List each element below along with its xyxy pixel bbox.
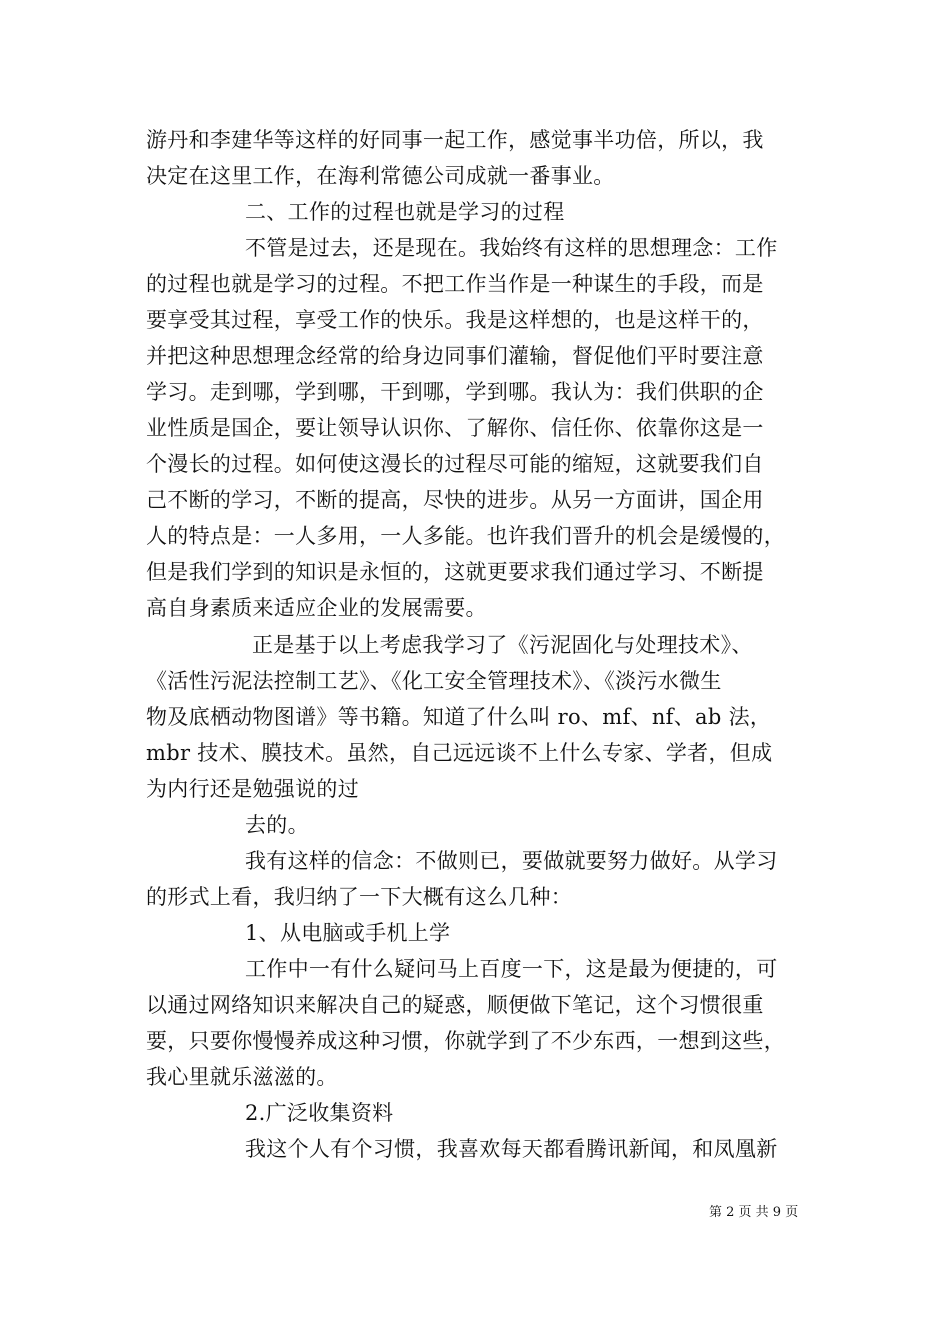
- text-line: 正是基于以上考虑我学习了《污泥固化与处理技术》、: [252, 633, 753, 657]
- text-line: 并把这种思想理念经常的给身边同事们灌输，督促他们平时要注意: [146, 344, 764, 368]
- text-line: 但是我们学到的知识是永恒的，这就更要求我们通过学习、不断提: [146, 560, 764, 584]
- text-line: 以通过网络知识来解决自己的疑惑，顺便做下笔记，这个习惯很重: [146, 993, 764, 1017]
- text-line: 去的。: [245, 813, 309, 837]
- text-line: 人的特点是：一人多用，一人多能。也许我们晋升的机会是缓慢的，: [146, 524, 785, 548]
- text-line: 高自身素质来适应企业的发展需要。: [146, 596, 487, 620]
- text-line: 决定在这里工作，在海利常德公司成就一番事业。: [146, 164, 615, 188]
- text-line: 游丹和李建华等这样的好同事一起工作，感觉事半功倍，所以，我: [146, 128, 764, 152]
- text-line: 我心里就乐滋滋的。: [146, 1065, 338, 1089]
- text-line: mbr 技术、膜技术。虽然，自己远远谈不上什么专家、学者，但成: [146, 741, 773, 765]
- text-line: 不管是过去，还是现在。我始终有这样的思想理念：工作: [245, 236, 778, 260]
- text-line: 个漫长的过程。如何使这漫长的过程尽可能的缩短，这就要我们自: [146, 452, 764, 476]
- page-number-footer: 第 2 页 共 9 页: [709, 1205, 799, 1220]
- text-line: 要，只要你慢慢养成这种习惯，你就学到了不少东西，一想到这些，: [146, 1029, 785, 1053]
- text-line: 的过程也就是学习的过程。不把工作当作是一种谋生的手段，而是: [146, 272, 764, 296]
- text-line: 《活性污泥法控制工艺》、《化工安全管理技术》、《淡污水微生: [146, 669, 722, 693]
- subheading: 1、从电脑或手机上学: [245, 921, 451, 945]
- text-line: 我这个人有个习惯，我喜欢每天都看腾讯新闻，和凤凰新: [245, 1137, 778, 1161]
- text-line: 我有这样的信念：不做则已，要做就要努力做好。从学习: [245, 849, 778, 873]
- section-heading: 二、工作的过程也就是学习的过程: [245, 200, 565, 224]
- text-line: 业性质是国企，要让领导认识你、了解你、信任你、依靠你这是一: [146, 416, 764, 440]
- text-line: 学习。走到哪，学到哪，干到哪，学到哪。我认为：我们供职的企: [146, 380, 764, 404]
- text-line: 己不断的学习，不断的提高，尽快的进步。从另一方面讲，国企用: [146, 488, 764, 512]
- text-line: 工作中一有什么疑问马上百度一下，这是最为便捷的，可: [245, 957, 778, 981]
- text-line: 物及底栖动物图谱》等书籍。知道了什么叫 ro、mf、nf、ab 法，: [146, 705, 772, 729]
- subheading: 2.广泛收集资料: [245, 1101, 394, 1125]
- text-line: 为内行还是勉强说的过: [146, 777, 359, 801]
- text-line: 的形式上看，我归纳了一下大概有这么几种：: [146, 885, 572, 909]
- text-line: 要享受其过程，享受工作的快乐。我是这样想的，也是这样干的，: [146, 308, 764, 332]
